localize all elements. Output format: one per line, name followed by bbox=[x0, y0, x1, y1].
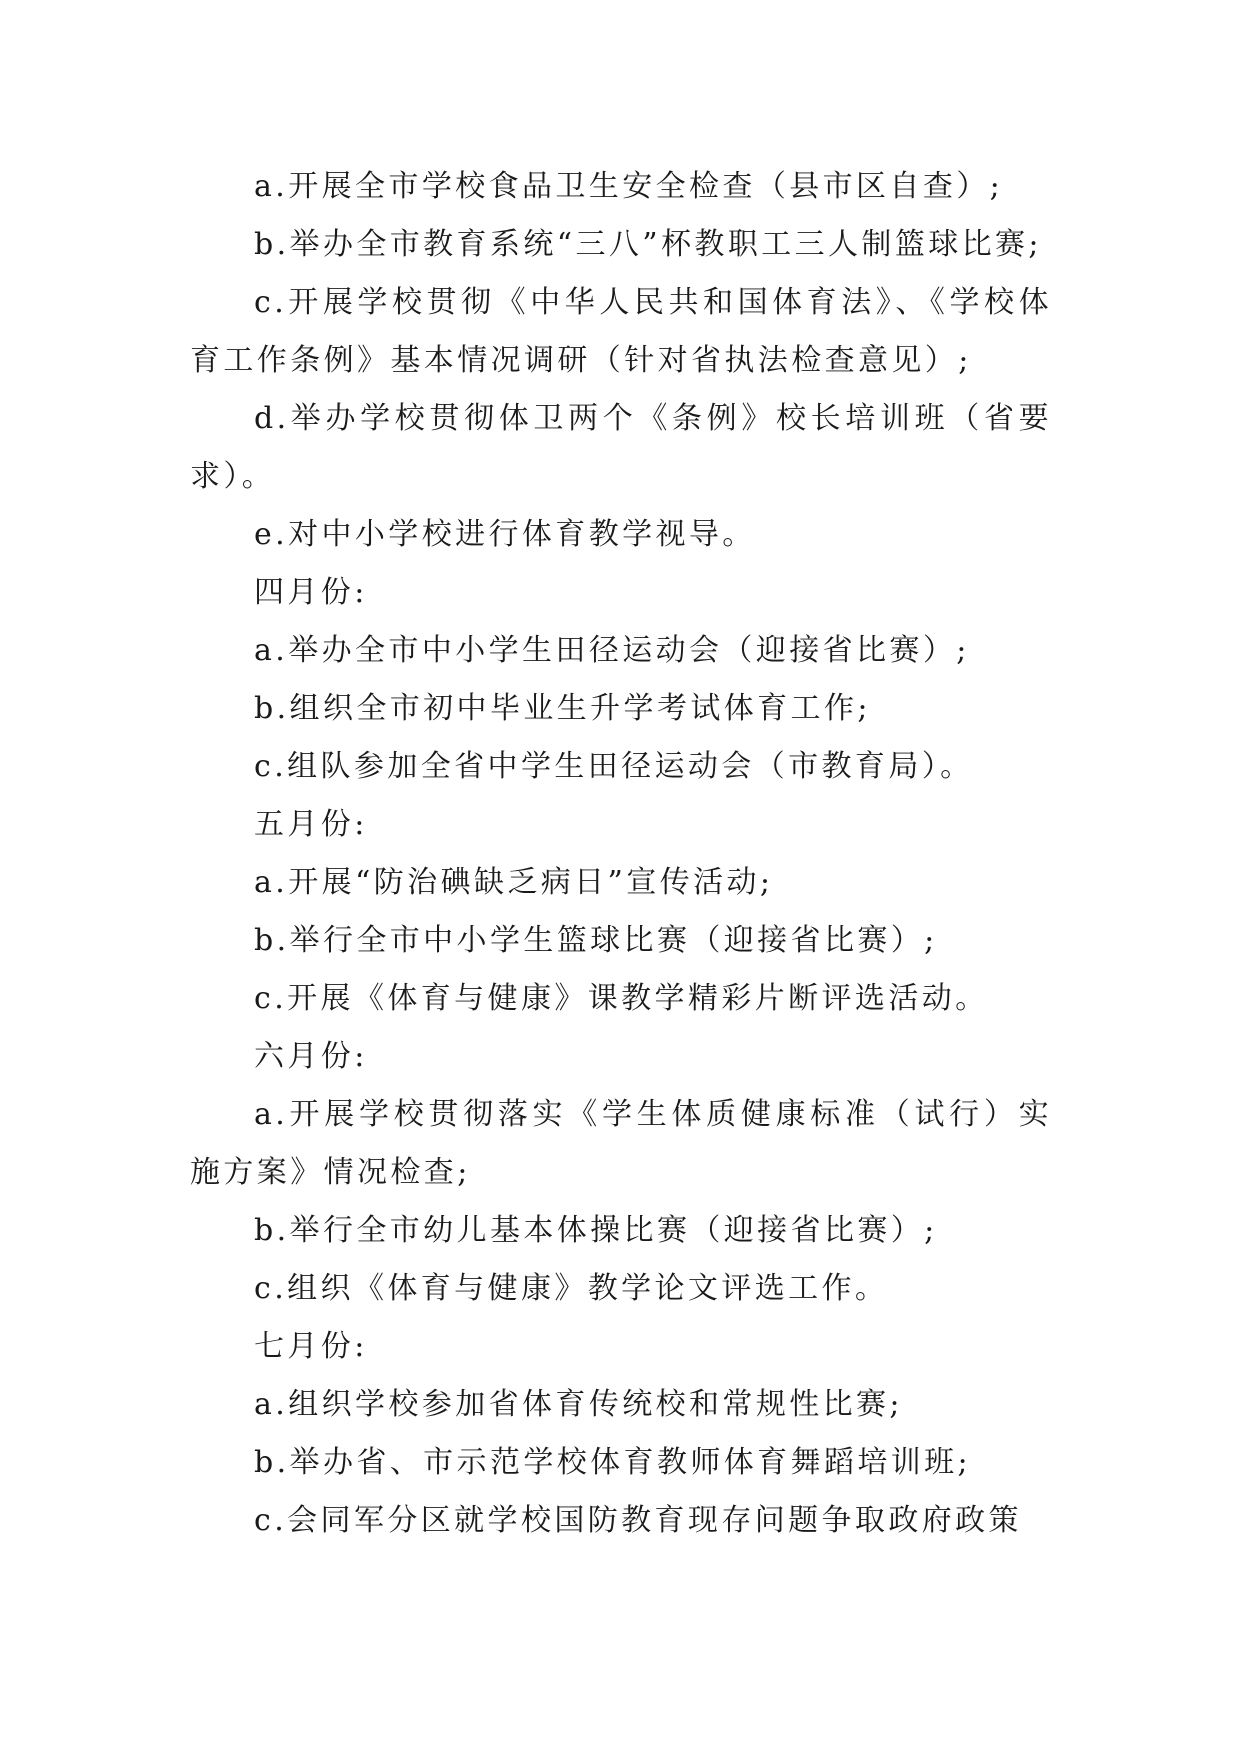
paragraph: a.举办全市中小学生田径运动会（迎接省比赛）; bbox=[254, 633, 970, 668]
paragraph: c.组织《体育与健康》教学论文评选工作。 bbox=[254, 1271, 889, 1306]
section-heading: 五月份: bbox=[254, 807, 368, 842]
document-body bbox=[190, 158, 1052, 1550]
paragraph: c.开展学校贯彻《中华人民共和国体育法》、《学校体育工作条例》基本情况调研（针对省执法检查意见）; bbox=[190, 285, 1052, 378]
paragraph: a.开展学校贯彻落实《学生体质健康标准（试行）实施方案》情况检查; bbox=[190, 1097, 1052, 1190]
paragraph: a.开展全市学校食品卫生安全检查（县市区自查）; bbox=[254, 169, 1004, 204]
paragraph: e.对中小学校进行体育教学视导。 bbox=[254, 517, 756, 552]
paragraph: b.举办全市教育系统“三八”杯教职工三人制篮球比赛; bbox=[254, 227, 1042, 262]
paragraph: b.举办省、市示范学校体育教师体育舞蹈培训班; bbox=[254, 1445, 972, 1480]
paragraph: a.组织学校参加省体育传统校和常规性比赛; bbox=[254, 1387, 903, 1422]
paragraph: c.会同军分区就学校国防教育现存问题争取政府政策 bbox=[254, 1503, 1022, 1538]
paragraph: c.组队参加全省中学生田径运动会（市教育局）。 bbox=[254, 749, 974, 784]
section-heading: 四月份: bbox=[254, 575, 368, 610]
paragraph: b.举行全市幼儿基本体操比赛（迎接省比赛）; bbox=[254, 1213, 938, 1248]
paragraph: a.开展“防治碘缺乏病日”宣传活动; bbox=[254, 865, 774, 900]
section-heading: 六月份: bbox=[254, 1039, 368, 1074]
paragraph: b.举行全市中小学生篮球比赛（迎接省比赛）; bbox=[254, 923, 938, 958]
paragraph: b.组织全市初中毕业生升学考试体育工作; bbox=[254, 691, 871, 726]
paragraph: c.开展《体育与健康》课教学精彩片断评选活动。 bbox=[254, 981, 989, 1016]
paragraph: d.举办学校贯彻体卫两个《条例》校长培训班（省要求）。 bbox=[190, 401, 1052, 494]
section-heading: 七月份: bbox=[254, 1329, 368, 1364]
